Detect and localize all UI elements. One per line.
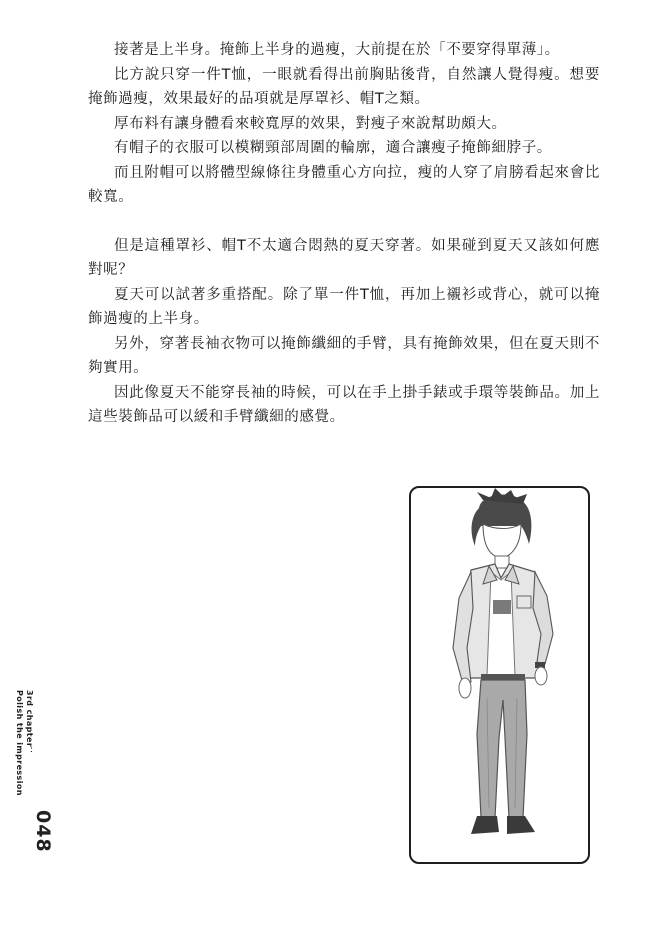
chapter-sidebar — [10, 690, 70, 870]
chapter-title: Polish the impression — [15, 690, 24, 796]
man-in-shirt-illustration — [411, 488, 588, 862]
paragraph: 厚布料有讓身體看來較寬厚的效果，對瘦子來說幫助頗大。 — [114, 115, 507, 132]
paragraph: 但是這種罩衫、帽T不太適合悶熱的夏天穿著。如果碰到夏天又該如何應對呢？ — [88, 237, 600, 278]
paragraph: 因此像夏天不能穿長袖的時候，可以在手上掛手錶或手環等裝飾品。加上這些裝飾品可以緩和手臂纖細的感覺。 — [88, 384, 600, 425]
chapter-number: 3rd chapter： — [25, 690, 34, 756]
paragraph: 有帽子的衣服可以模糊頸部周圍的輪廓，適合讓瘦子掩飾細脖子。 — [114, 140, 552, 156]
paragraph: 比方說只穿一件T恤，一眼就看得出前胸貼後背，自然讓人覺得瘦。想要掩飾過瘦，效果最好的品項就是厚罩衫、帽T之類。 — [88, 66, 600, 107]
paragraph-gap — [88, 210, 600, 234]
illustration-frame — [409, 486, 590, 864]
chapter-label — [14, 690, 34, 796]
paragraph: 而且附帽可以將體型線條往身體重心方向拉，瘦的人穿了肩膀看起來會比較寬。 — [88, 164, 600, 205]
page-number: 048 — [32, 810, 54, 853]
body-text — [88, 38, 600, 430]
paragraph: 接著是上半身。掩飾上半身的過瘦，大前提在於「不要穿得單薄」。 — [114, 42, 560, 58]
paragraph: 另外，穿著長袖衣物可以掩飾纖細的手臂，具有掩飾效果，但在夏天則不夠實用。 — [88, 335, 600, 376]
paragraph: 夏天可以試著多重搭配。除了單一件T恤，再加上襯衫或背心，就可以掩飾過瘦的上半身。 — [88, 286, 600, 327]
